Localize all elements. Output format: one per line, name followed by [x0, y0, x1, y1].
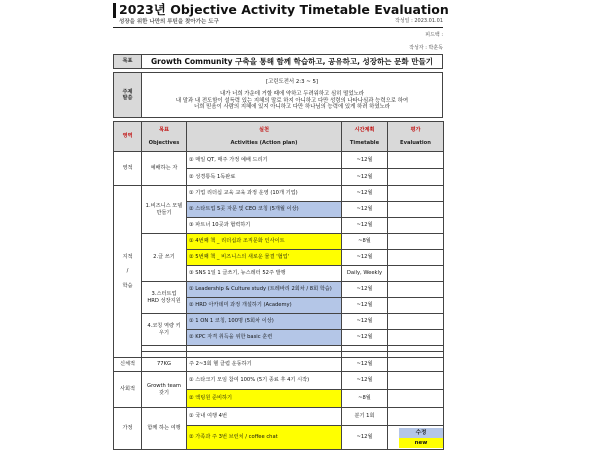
- goal-text: Growth Community 구축을 통해 함께 학습하고, 공유하고, 성장하는 문화 만들기: [142, 55, 443, 69]
- activity-cell: ② 액팅원 준비하기: [187, 390, 342, 408]
- page-title: [119, 3, 449, 17]
- timetable-cell: ~12월: [342, 186, 388, 202]
- theme-table: [113, 72, 443, 118]
- goal-label: 목표: [114, 55, 142, 69]
- objective-cell: 예배하는 자: [142, 152, 187, 186]
- activity-cell: ① 스타크기 모임 참여 100% (5기 종료 후 4기 시작): [187, 372, 342, 390]
- activity-cell: ② 5번째 책 _ 비즈니스의 새로운 물결 '협업': [187, 250, 342, 266]
- evaluation-cell: [388, 372, 444, 390]
- activity-cell: ② HRD 아카데미 과정 개설하기 (Academy): [187, 298, 342, 314]
- date-field: 작성일 : 2023.01.01: [395, 18, 443, 24]
- activity-cell: ① 1 ON 1 코칭, 100명 (5회차 이상): [187, 314, 342, 330]
- col-evaluation: 평가 Evaluation: [388, 122, 444, 152]
- timetable-cell: ~12월: [342, 298, 388, 314]
- timetable-cell: Daily, Weekly: [342, 266, 388, 282]
- timetable-cell: ~12월: [342, 314, 388, 330]
- timetable-cell: ~12월: [342, 372, 388, 390]
- activity-cell: ① 국내 여행 4번: [187, 408, 342, 426]
- evaluation-cell: [388, 202, 444, 218]
- divider: [113, 27, 443, 28]
- timetable-cell: ~12월: [342, 426, 388, 450]
- objective-cell: 77KG: [142, 358, 187, 372]
- goal-table: [113, 54, 443, 69]
- legend-new: new: [399, 438, 443, 448]
- timetable-cell: ~8월: [342, 390, 388, 408]
- objective-cell: 3.스터트업 HRD 성장지원: [142, 282, 187, 314]
- activity-cell: ① Leadership & Culture study (트레바리 2회차 / 8회 학습): [187, 282, 342, 298]
- evaluation-sheet: [113, 0, 449, 450]
- activity-cell: ③ 파트너 10곳과 협력하기: [187, 218, 342, 234]
- evaluation-cell: [388, 330, 444, 346]
- table-row: [114, 234, 444, 250]
- activity-cell: ① 기업 리더십 교육 교육 과정 운영 (10개 기업): [187, 186, 342, 202]
- evaluation-cell: [388, 186, 444, 202]
- table-row: [114, 358, 444, 372]
- evaluation-cell: [388, 298, 444, 314]
- verse-line-1: 내가 너희 가운데 거할 때에 약하고 두려워하고 심히 떨었노라: [220, 90, 364, 97]
- table-row: [114, 372, 444, 390]
- evaluation-cell: [388, 358, 444, 372]
- objective-cell: 함께 하는 여행: [142, 408, 187, 450]
- verse-line-3: 너희 믿음이 사람의 지혜에 있지 아니하고 다만 하나님의 능력에 있게 하려 하였노라: [194, 104, 390, 111]
- page-subtitle: 성장을 위한 나만의 루틴을 찾아가는 도구: [119, 19, 219, 25]
- activity-cell: 주 2~3회 헬 클럽 운동하기: [187, 358, 342, 372]
- table-row: [114, 314, 444, 330]
- activity-cell: ② KPC 자격 취득을 위한 basic 훈련: [187, 330, 342, 346]
- table-row: [114, 408, 444, 426]
- area-cell: 가정: [114, 408, 142, 450]
- timetable-cell: ~12월: [342, 218, 388, 234]
- objective-cell: 4.코칭 역량 키 우기: [142, 314, 187, 346]
- feedback-field: 피드백 :: [425, 32, 443, 38]
- activity-cell: ① 4번째 책 _ 리더십과 조직문화 인사이트: [187, 234, 342, 250]
- table-row: [114, 152, 444, 169]
- activity-cell: ② 가족과 주 3번 브런치 / coffee chat: [187, 426, 342, 450]
- column-header-row: [114, 122, 444, 152]
- legend-modified: 수정: [399, 428, 443, 438]
- evaluation-cell: [388, 218, 444, 234]
- table-row: [114, 186, 444, 202]
- activity-cell: ② 스타트업 5곳 자문 및 CEO 코칭 (5개월 이상): [187, 202, 342, 218]
- timetable-cell: ~12월: [342, 152, 388, 169]
- evaluation-cell: [388, 234, 444, 250]
- theme-verse: [142, 73, 443, 118]
- activity-cell: ③ SNS 1일 1 글쓰기, 뉴스레터 52주 발행: [187, 266, 342, 282]
- oate-table: [113, 121, 444, 450]
- col-area: 영역: [114, 122, 142, 152]
- verse-line-2: 내 말과 내 전도함이 설득력 있는 지혜의 말로 하지 아니하고 다만 성령의 나타나심과 능력으로 하여: [175, 97, 409, 104]
- col-timetable: 시간계획 Timetable: [342, 122, 388, 152]
- evaluation-cell: [388, 266, 444, 282]
- objective-cell: 1.비즈니스 모델 만들기: [142, 186, 187, 234]
- area-cell: 신체적: [114, 358, 142, 372]
- evaluation-cell: [388, 314, 444, 330]
- author-field: 작성자 : 박훈독: [409, 45, 443, 51]
- timetable-cell: ~12월: [342, 330, 388, 346]
- objective-cell: 2.글 쓰기: [142, 234, 187, 282]
- verse-reference: [고린도전서 2:3 ~ 5]: [265, 79, 318, 85]
- timetable-cell: ~12월: [342, 358, 388, 372]
- objective-cell: Growth team 갖기: [142, 372, 187, 408]
- evaluation-cell: [388, 152, 444, 169]
- evaluation-cell: [388, 408, 444, 426]
- title-year: 2023년: [119, 2, 166, 17]
- timetable-cell: ~12월: [342, 250, 388, 266]
- evaluation-cell: [388, 282, 444, 298]
- evaluation-cell: [388, 250, 444, 266]
- timetable-cell: 분기 1회: [342, 408, 388, 426]
- timetable-cell: ~12월: [342, 169, 388, 186]
- table-row: [114, 282, 444, 298]
- activity-cell: ① 매일 QT, 매주 가정 예배 드리기: [187, 152, 342, 169]
- timetable-cell: ~12월: [342, 282, 388, 298]
- evaluation-cell: [388, 390, 444, 408]
- area-cell: 사회적: [114, 372, 142, 408]
- area-cell: 지적 / 학습: [114, 186, 142, 358]
- title-accent-bar: [113, 3, 116, 18]
- title-text: Objective Activity Timetable Evaluation: [165, 2, 449, 17]
- theme-label: 주제 말씀: [114, 73, 142, 118]
- col-activities: 실천 Activities (Action plan): [187, 122, 342, 152]
- evaluation-cell: [388, 169, 444, 186]
- timetable-cell: ~8월: [342, 234, 388, 250]
- col-objectives: 목표 Objectives: [142, 122, 187, 152]
- activity-cell: ② 성경통독 1독완료: [187, 169, 342, 186]
- area-cell: 영적: [114, 152, 142, 186]
- timetable-cell: ~12월: [342, 202, 388, 218]
